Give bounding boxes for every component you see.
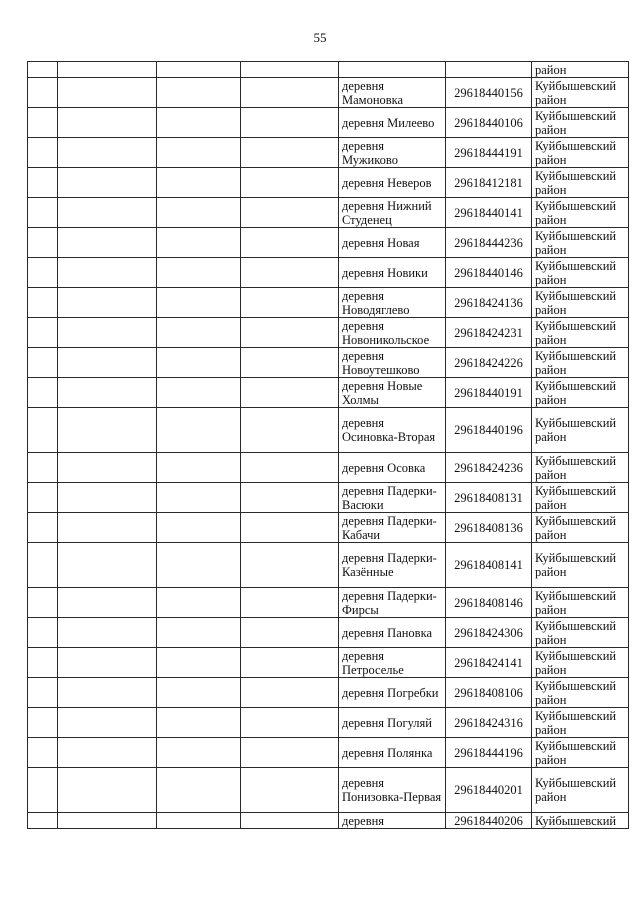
- empty-cell: [157, 678, 241, 708]
- settlement-name-cell: деревня Петроселье: [339, 648, 446, 678]
- district-cell: Куйбышевский район: [532, 483, 629, 513]
- empty-cell: [58, 198, 157, 228]
- settlement-name-cell: деревня Новоникольское: [339, 318, 446, 348]
- empty-cell: [157, 108, 241, 138]
- settlement-name-cell: деревня Падерки-Кабачи: [339, 513, 446, 543]
- empty-cell: [241, 738, 339, 768]
- oktmo-code-cell: 29618408146: [446, 588, 532, 618]
- empty-cell: [157, 138, 241, 168]
- empty-cell: [58, 168, 157, 198]
- district-cell: Куйбышевский район: [532, 588, 629, 618]
- empty-cell: [28, 708, 58, 738]
- oktmo-code-cell: 29618444236: [446, 228, 532, 258]
- oktmo-code-cell: 29618408136: [446, 513, 532, 543]
- settlement-name-cell: деревня Падерки-Васюки: [339, 483, 446, 513]
- empty-cell: [241, 513, 339, 543]
- empty-cell: [157, 483, 241, 513]
- table-row: [28, 738, 629, 768]
- empty-cell: [157, 738, 241, 768]
- empty-cell: [58, 108, 157, 138]
- empty-cell: [28, 813, 58, 829]
- empty-cell: [157, 348, 241, 378]
- table-row: [28, 678, 629, 708]
- empty-cell: [241, 618, 339, 648]
- empty-cell: [58, 708, 157, 738]
- empty-cell: [241, 258, 339, 288]
- district-cell: Куйбышевский район: [532, 513, 629, 543]
- empty-cell: [157, 78, 241, 108]
- empty-cell: [28, 453, 58, 483]
- oktmo-code-cell: 29618440156: [446, 78, 532, 108]
- empty-cell: [28, 348, 58, 378]
- empty-cell: [241, 288, 339, 318]
- oktmo-code-cell: 29618424231: [446, 318, 532, 348]
- empty-cell: [241, 348, 339, 378]
- empty-cell: [241, 648, 339, 678]
- empty-cell: [157, 618, 241, 648]
- oktmo-code-cell: 29618440146: [446, 258, 532, 288]
- table-row: [28, 543, 629, 588]
- empty-cell: [28, 768, 58, 813]
- empty-cell: [58, 318, 157, 348]
- oktmo-code-cell: 29618440196: [446, 408, 532, 453]
- settlement-name-cell: деревня Мужиково: [339, 138, 446, 168]
- settlement-name-cell: [339, 62, 446, 78]
- empty-cell: [58, 453, 157, 483]
- empty-cell: [157, 453, 241, 483]
- oktmo-code-cell: 29618424141: [446, 648, 532, 678]
- table-row: [28, 408, 629, 453]
- empty-cell: [58, 813, 157, 829]
- district-cell: Куйбышевский район: [532, 168, 629, 198]
- table-row: [28, 378, 629, 408]
- oktmo-code-cell: 29618424316: [446, 708, 532, 738]
- empty-cell: [58, 543, 157, 588]
- empty-cell: [157, 378, 241, 408]
- empty-cell: [58, 408, 157, 453]
- empty-cell: [58, 648, 157, 678]
- empty-cell: [28, 108, 58, 138]
- empty-cell: [157, 198, 241, 228]
- oktmo-code-cell: 29618444191: [446, 138, 532, 168]
- settlement-name-cell: деревня Неверов: [339, 168, 446, 198]
- empty-cell: [58, 513, 157, 543]
- settlement-name-cell: деревня Милеево: [339, 108, 446, 138]
- empty-cell: [157, 768, 241, 813]
- empty-cell: [58, 768, 157, 813]
- empty-cell: [157, 228, 241, 258]
- district-cell: Куйбышевский район: [532, 408, 629, 453]
- district-cell: Куйбышевский район: [532, 318, 629, 348]
- empty-cell: [28, 168, 58, 198]
- table-row: [28, 483, 629, 513]
- table-row: [28, 62, 629, 78]
- empty-cell: [241, 678, 339, 708]
- empty-cell: [58, 228, 157, 258]
- empty-cell: [58, 348, 157, 378]
- empty-cell: [28, 288, 58, 318]
- district-cell: Куйбышевский район: [532, 228, 629, 258]
- empty-cell: [28, 78, 58, 108]
- table-row: [28, 168, 629, 198]
- settlement-name-cell: деревня Падерки-Казённые: [339, 543, 446, 588]
- oktmo-code-cell: 29618424136: [446, 288, 532, 318]
- empty-cell: [28, 138, 58, 168]
- empty-cell: [241, 318, 339, 348]
- oktmo-code-cell: 29618408141: [446, 543, 532, 588]
- empty-cell: [241, 483, 339, 513]
- empty-cell: [157, 648, 241, 678]
- table-row: [28, 708, 629, 738]
- empty-cell: [241, 228, 339, 258]
- oktmo-code-cell: 29618440141: [446, 198, 532, 228]
- settlement-name-cell: деревня: [339, 813, 446, 829]
- empty-cell: [58, 618, 157, 648]
- empty-cell: [58, 678, 157, 708]
- settlement-name-cell: деревня Новодяглево: [339, 288, 446, 318]
- empty-cell: [157, 813, 241, 829]
- district-cell: Куйбышевский район: [532, 198, 629, 228]
- empty-cell: [241, 168, 339, 198]
- empty-cell: [157, 62, 241, 78]
- empty-cell: [28, 258, 58, 288]
- table-row: [28, 318, 629, 348]
- district-cell: Куйбышевский район: [532, 78, 629, 108]
- district-cell: Куйбышевский район: [532, 378, 629, 408]
- empty-cell: [58, 378, 157, 408]
- settlements-table: [27, 61, 629, 829]
- table-row: [28, 228, 629, 258]
- district-cell: Куйбышевский район: [532, 258, 629, 288]
- empty-cell: [28, 738, 58, 768]
- empty-cell: [28, 378, 58, 408]
- district-cell: Куйбышевский район: [532, 108, 629, 138]
- table-row: [28, 258, 629, 288]
- empty-cell: [28, 62, 58, 78]
- settlement-name-cell: деревня Полянка: [339, 738, 446, 768]
- empty-cell: [241, 768, 339, 813]
- empty-cell: [28, 543, 58, 588]
- empty-cell: [241, 453, 339, 483]
- table-row: [28, 588, 629, 618]
- empty-cell: [28, 618, 58, 648]
- table-row: [28, 648, 629, 678]
- empty-cell: [28, 678, 58, 708]
- empty-cell: [28, 408, 58, 453]
- oktmo-code-cell: 29618408106: [446, 678, 532, 708]
- settlement-name-cell: деревня Новые Холмы: [339, 378, 446, 408]
- empty-cell: [58, 288, 157, 318]
- district-cell: Куйбышевский район: [532, 543, 629, 588]
- settlement-name-cell: деревня Осиновка-Вторая: [339, 408, 446, 453]
- empty-cell: [241, 378, 339, 408]
- empty-cell: [58, 258, 157, 288]
- district-cell: Куйбышевский район: [532, 348, 629, 378]
- oktmo-code-cell: 29618424226: [446, 348, 532, 378]
- table-row: [28, 198, 629, 228]
- settlement-name-cell: деревня Пановка: [339, 618, 446, 648]
- oktmo-code-cell: 29618424236: [446, 453, 532, 483]
- district-cell: Куйбышевский район: [532, 708, 629, 738]
- settlement-name-cell: деревня Новоутешково: [339, 348, 446, 378]
- empty-cell: [58, 62, 157, 78]
- empty-cell: [28, 318, 58, 348]
- settlement-name-cell: деревня Падерки-Фирсы: [339, 588, 446, 618]
- table-row: [28, 78, 629, 108]
- oktmo-code-cell: 29618440206: [446, 813, 532, 829]
- empty-cell: [58, 138, 157, 168]
- district-cell: Куйбышевский район: [532, 138, 629, 168]
- empty-cell: [241, 78, 339, 108]
- district-cell: Куйбышевский район: [532, 453, 629, 483]
- district-cell: Куйбышевский район: [532, 768, 629, 813]
- oktmo-code-cell: 29618412181: [446, 168, 532, 198]
- empty-cell: [28, 648, 58, 678]
- empty-cell: [157, 168, 241, 198]
- empty-cell: [28, 483, 58, 513]
- empty-cell: [157, 318, 241, 348]
- table-body: [28, 62, 629, 829]
- empty-cell: [241, 138, 339, 168]
- oktmo-code-cell: 29618440106: [446, 108, 532, 138]
- settlement-name-cell: деревня Понизовка-Первая: [339, 768, 446, 813]
- settlement-name-cell: деревня Погребки: [339, 678, 446, 708]
- empty-cell: [157, 543, 241, 588]
- empty-cell: [241, 408, 339, 453]
- empty-cell: [157, 258, 241, 288]
- table-row: [28, 513, 629, 543]
- oktmo-code-cell: 29618424306: [446, 618, 532, 648]
- empty-cell: [28, 228, 58, 258]
- empty-cell: [241, 108, 339, 138]
- table-row: [28, 138, 629, 168]
- empty-cell: [28, 513, 58, 543]
- empty-cell: [157, 588, 241, 618]
- district-cell: Куйбышевский район: [532, 618, 629, 648]
- empty-cell: [157, 288, 241, 318]
- settlement-name-cell: деревня Осовка: [339, 453, 446, 483]
- empty-cell: [58, 738, 157, 768]
- empty-cell: [241, 198, 339, 228]
- table-row: [28, 288, 629, 318]
- empty-cell: [241, 813, 339, 829]
- empty-cell: [157, 408, 241, 453]
- empty-cell: [241, 708, 339, 738]
- empty-cell: [157, 708, 241, 738]
- empty-cell: [241, 62, 339, 78]
- oktmo-code-cell: 29618440201: [446, 768, 532, 813]
- settlement-name-cell: деревня Новики: [339, 258, 446, 288]
- oktmo-code-cell: 29618440191: [446, 378, 532, 408]
- settlement-name-cell: деревня Нижний Студенец: [339, 198, 446, 228]
- district-cell: Куйбышевский район: [532, 678, 629, 708]
- district-cell: Куйбышевский: [532, 813, 629, 829]
- table-row: [28, 348, 629, 378]
- table-row: [28, 813, 629, 829]
- table-row: [28, 768, 629, 813]
- district-cell: Куйбышевский район: [532, 648, 629, 678]
- district-cell: район: [532, 62, 629, 78]
- table-row: [28, 618, 629, 648]
- empty-cell: [58, 78, 157, 108]
- oktmo-code-cell: [446, 62, 532, 78]
- oktmo-code-cell: 29618408131: [446, 483, 532, 513]
- empty-cell: [58, 588, 157, 618]
- empty-cell: [28, 588, 58, 618]
- settlement-name-cell: деревня Погуляй: [339, 708, 446, 738]
- district-cell: Куйбышевский район: [532, 288, 629, 318]
- page-number: 55: [313, 30, 327, 45]
- settlement-name-cell: деревня Новая: [339, 228, 446, 258]
- empty-cell: [241, 543, 339, 588]
- oktmo-code-cell: 29618444196: [446, 738, 532, 768]
- empty-cell: [58, 483, 157, 513]
- empty-cell: [241, 588, 339, 618]
- empty-cell: [157, 513, 241, 543]
- table-row: [28, 453, 629, 483]
- table-row: [28, 108, 629, 138]
- empty-cell: [28, 198, 58, 228]
- settlement-name-cell: деревня Мамоновка: [339, 78, 446, 108]
- district-cell: Куйбышевский район: [532, 738, 629, 768]
